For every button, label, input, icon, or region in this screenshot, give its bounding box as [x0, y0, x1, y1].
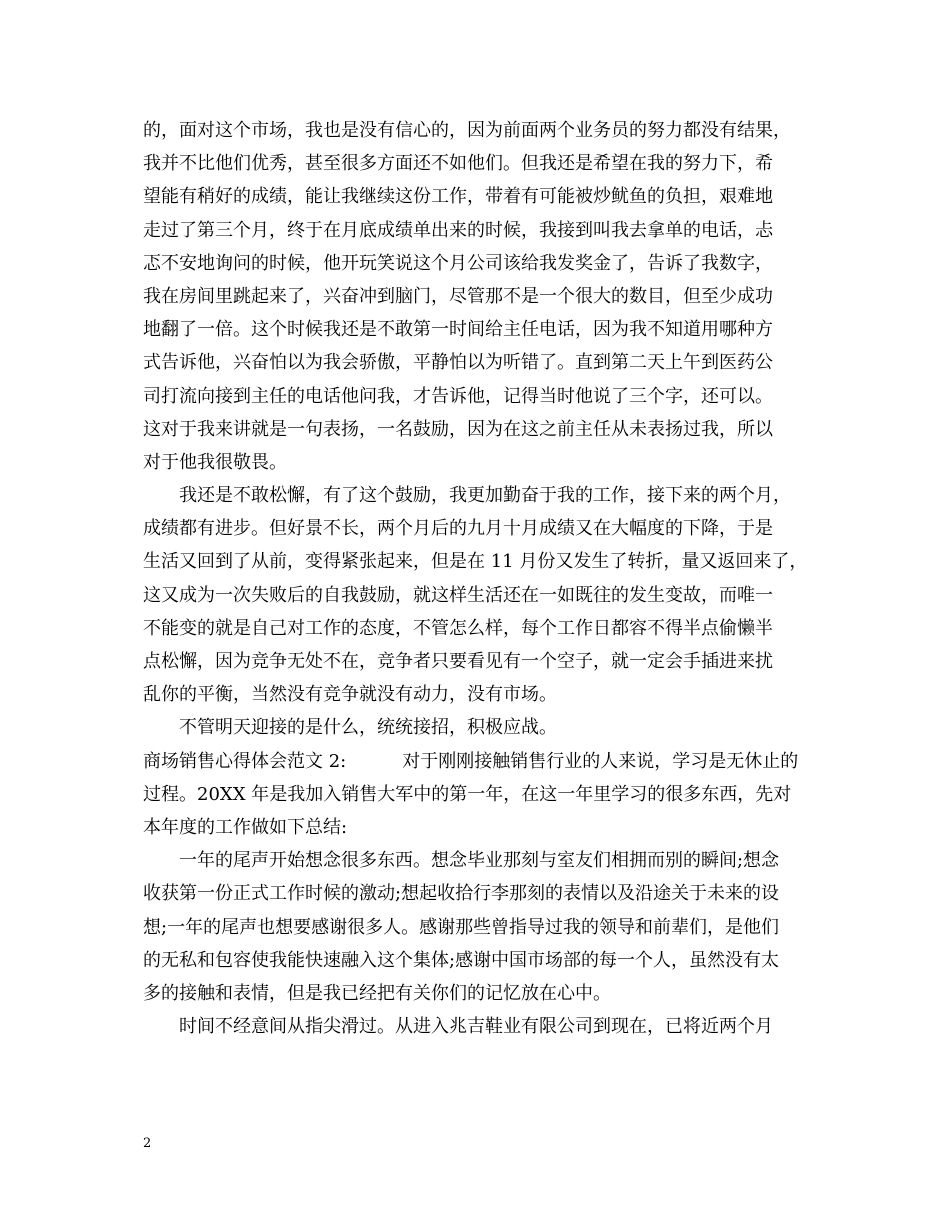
- text-line: 生活又回到了从前，变得紧张起来，但是在 11 月份又发生了转折，量又返回来了，: [143, 551, 808, 573]
- text-line: 我在房间里跳起来了，兴奋冲到脑门，尽管那不是一个很大的数目，但至少成功: [143, 285, 773, 307]
- paragraph-start-line: 我还是不敢松懈，有了这个鼓励，我更加勤奋于我的工作，接下来的两个月，: [179, 485, 791, 507]
- text-line: 本年度的工作做如下总结:: [143, 816, 348, 838]
- text-line: 地翻了一倍。这个时候我还是不敢第一时间给主任电话，因为我不知道用哪种方: [143, 319, 773, 341]
- page-number: 2: [143, 1136, 152, 1151]
- text-line: 的，面对这个市场，我也是没有信心的，因为前面两个业务员的努力都没有结果，: [143, 120, 791, 141]
- text-line: 司打流向接到主任的电话他问我，才告诉他，记得当时他说了三个字，还可以。: [143, 385, 773, 407]
- text-line: 忑不安地询问的时候，他开玩笑说这个月公司该给我发奖金了，告诉了我数字，: [143, 252, 773, 274]
- text-line: 想;一年的尾声也想要感谢很多人。感谢那些曾指导过我的领导和前辈们，是他们: [143, 916, 780, 938]
- section-heading-text: 对于刚刚接触销售行业的人来说，学习是无休止的: [402, 750, 799, 772]
- section-heading-label: 商场销售心得体会范文 2:: [143, 750, 347, 772]
- text-line: 乱你的平衡，当然没有竞争就没有动力，没有市场。: [143, 684, 557, 706]
- paragraph-start-line: 时间不经意间从指尖滑过。从进入兆吉鞋业有限公司到现在，已将近两个月: [179, 1016, 773, 1038]
- text-line: 多的接触和表情，但是我已经把有关你们的记忆放在心中。: [143, 982, 611, 1004]
- text-line: 望能有稍好的成绩，能让我继续这份工作，带着有可能被炒鱿鱼的负担，艰难地: [143, 186, 773, 208]
- paragraph-start-line: 一年的尾声开始想念很多东西。想念毕业那刻与室友们相拥而别的瞬间;想念: [179, 850, 780, 872]
- section-heading-line: [143, 745, 833, 778]
- text-line: 不能变的就是自己对工作的态度，不管怎么样，每个工作日都容不得半点偷懒半: [143, 617, 773, 639]
- document-body: [143, 114, 833, 1043]
- text-line: 点松懈，因为竞争无处不在，竞争者只要看见有一个空子，就一定会手插进来扰: [143, 651, 773, 672]
- text-line: 过程。20XX 年是我加入销售大军中的第一年，在这一年里学习的很多东西，先对: [143, 783, 792, 805]
- text-line: 走过了第三个月，终于在月底成绩单出来的时候，我接到叫我去拿单的电话，忐: [143, 219, 773, 241]
- text-line: 我并不比他们优秀，甚至很多方面还不如他们。但我还是希望在我的努力下，希: [143, 153, 773, 175]
- text-line: 的无私和包容使我能快速融入这个集体;感谢中国市场部的每一个人，虽然没有太: [143, 949, 780, 971]
- text-line: 这对于我来讲就是一句表扬，一名鼓励，因为在这之前主任从未表扬过我，所以: [143, 418, 773, 440]
- text-line: 收获第一份正式工作时候的激动;想起收拾行李那刻的表情以及沿途关于未来的设: [143, 883, 780, 905]
- paragraph-start-line: 不管明天迎接的是什么，统统接招，积极应战。: [179, 717, 557, 739]
- text-line: 式告诉他，兴奋怕以为我会骄傲，平静怕以为听错了。直到第二天上午到医药公: [143, 352, 773, 374]
- text-line: 这又成为一次失败后的自我鼓励，就这样生活还在一如既往的发生变故，而唯一: [143, 584, 773, 606]
- text-line: 成绩都有进步。但好景不长，两个月后的九月十月成绩又在大幅度的下降，于是: [143, 518, 773, 540]
- text-line: 对于他我很敬畏。: [143, 451, 287, 473]
